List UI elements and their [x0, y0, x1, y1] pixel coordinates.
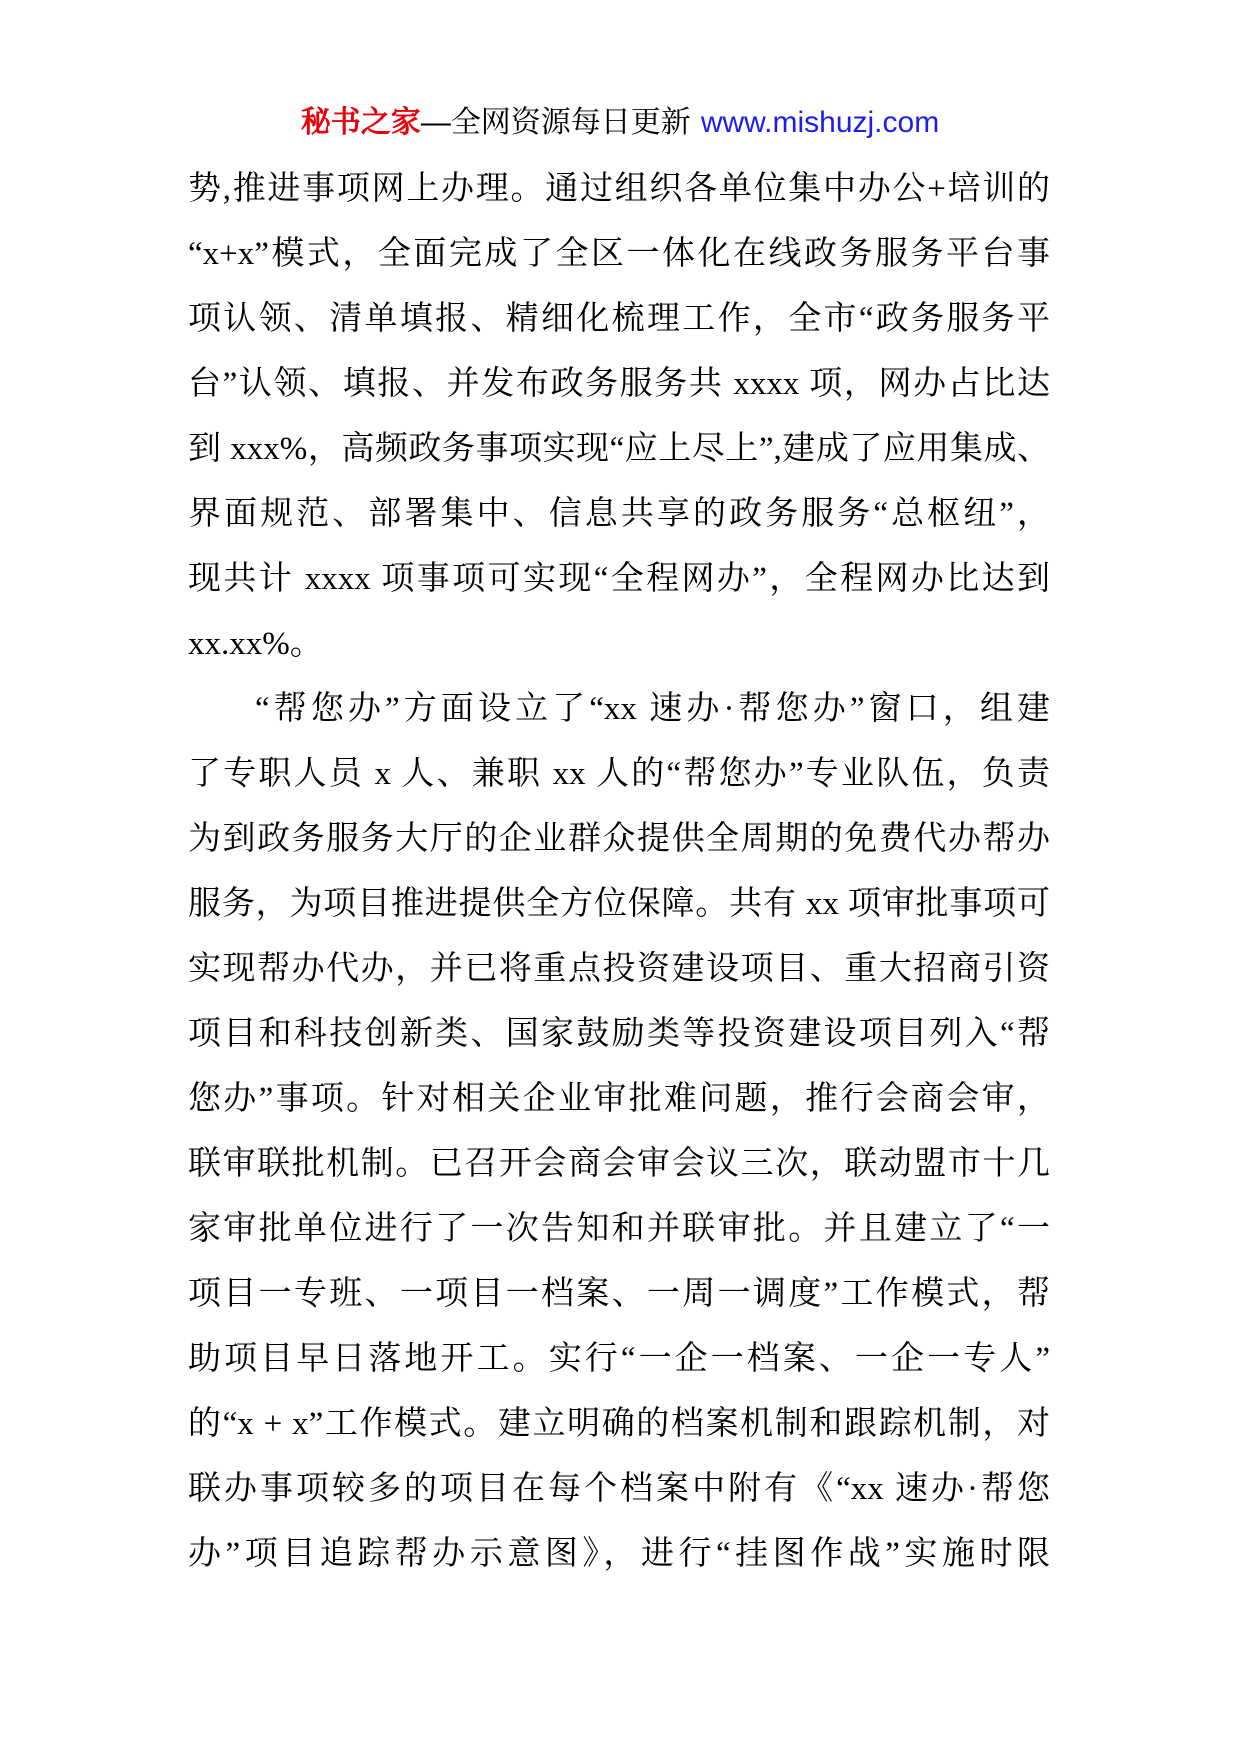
- header-tagline: —全网资源每日更新: [420, 106, 691, 139]
- text-line: “帮您办”方面设立了“xx 速办·帮您办”窗口，组建: [255, 691, 1050, 727]
- text-line: xx.xx%。: [188, 626, 323, 662]
- text-line: 势,推进事项网上办理。通过组织各单位集中办公+培训的: [188, 171, 1050, 207]
- text-line: 联审联批机制。已召开会商会审会议三次，联动盟市十几: [188, 1146, 1050, 1182]
- text-line: 项认领、清单填报、精细化梳理工作，全市“政务服务平: [188, 301, 1050, 337]
- text-line: 了专职人员 x 人、兼职 xx 人的“帮您办”专业队伍，负责: [188, 756, 1050, 792]
- text-line: 为到政务服务大厅的企业群众提供全周期的免费代办帮办: [188, 821, 1050, 857]
- text-line: 台”认领、填报、并发布政务服务共 xxxx 项，网办占比达: [188, 366, 1050, 402]
- text-line: 项目和科技创新类、国家鼓励类等投资建设项目列入“帮: [188, 1016, 1050, 1052]
- text-line: 项目一专班、一项目一档案、一周一调度”工作模式，帮: [188, 1276, 1050, 1312]
- text-line: 界面规范、部署集中、信息共享的政务服务“总枢纽”，: [188, 496, 1050, 532]
- text-line: 服务，为项目推进提供全方位保障。共有 xx 项审批事项可: [188, 886, 1051, 922]
- document-body: [188, 157, 1050, 1587]
- text-line: 家审批单位进行了一次告知和并联审批。并且建立了“一: [188, 1211, 1050, 1247]
- header-url: www.mishuzj.com: [700, 106, 940, 139]
- text-line: 现共计 xxxx 项事项可实现“全程网办”，全程网办比达到: [188, 561, 1050, 597]
- text-line: “x+x”模式，全面完成了全区一体化在线政务服务平台事: [188, 236, 1050, 272]
- text-line: 联办事项较多的项目在每个档案中附有《“xx 速办·帮您: [188, 1471, 1050, 1507]
- text-line: 办”项目追踪帮办示意图》，进行“挂图作战”实施时限: [188, 1536, 1050, 1572]
- header-brand: 秘书之家: [300, 106, 421, 139]
- text-line: 到 xxx%，高频政务事项实现“应上尽上”,建成了应用集成、: [188, 431, 1050, 467]
- paragraph-1: [188, 157, 1050, 677]
- text-line: 您办”事项。针对相关企业审批难问题，推行会商会审，: [188, 1081, 1050, 1117]
- page-header: [0, 103, 1240, 143]
- paragraph-2: [188, 677, 1050, 1587]
- text-line: 助项目早日落地开工。实行“一企一档案、一企一专人”: [188, 1341, 1050, 1377]
- text-line: 实现帮办代办，并已将重点投资建设项目、重大招商引资: [188, 951, 1050, 987]
- text-line: 的“x + x”工作模式。建立明确的档案机制和跟踪机制，对: [188, 1406, 1050, 1442]
